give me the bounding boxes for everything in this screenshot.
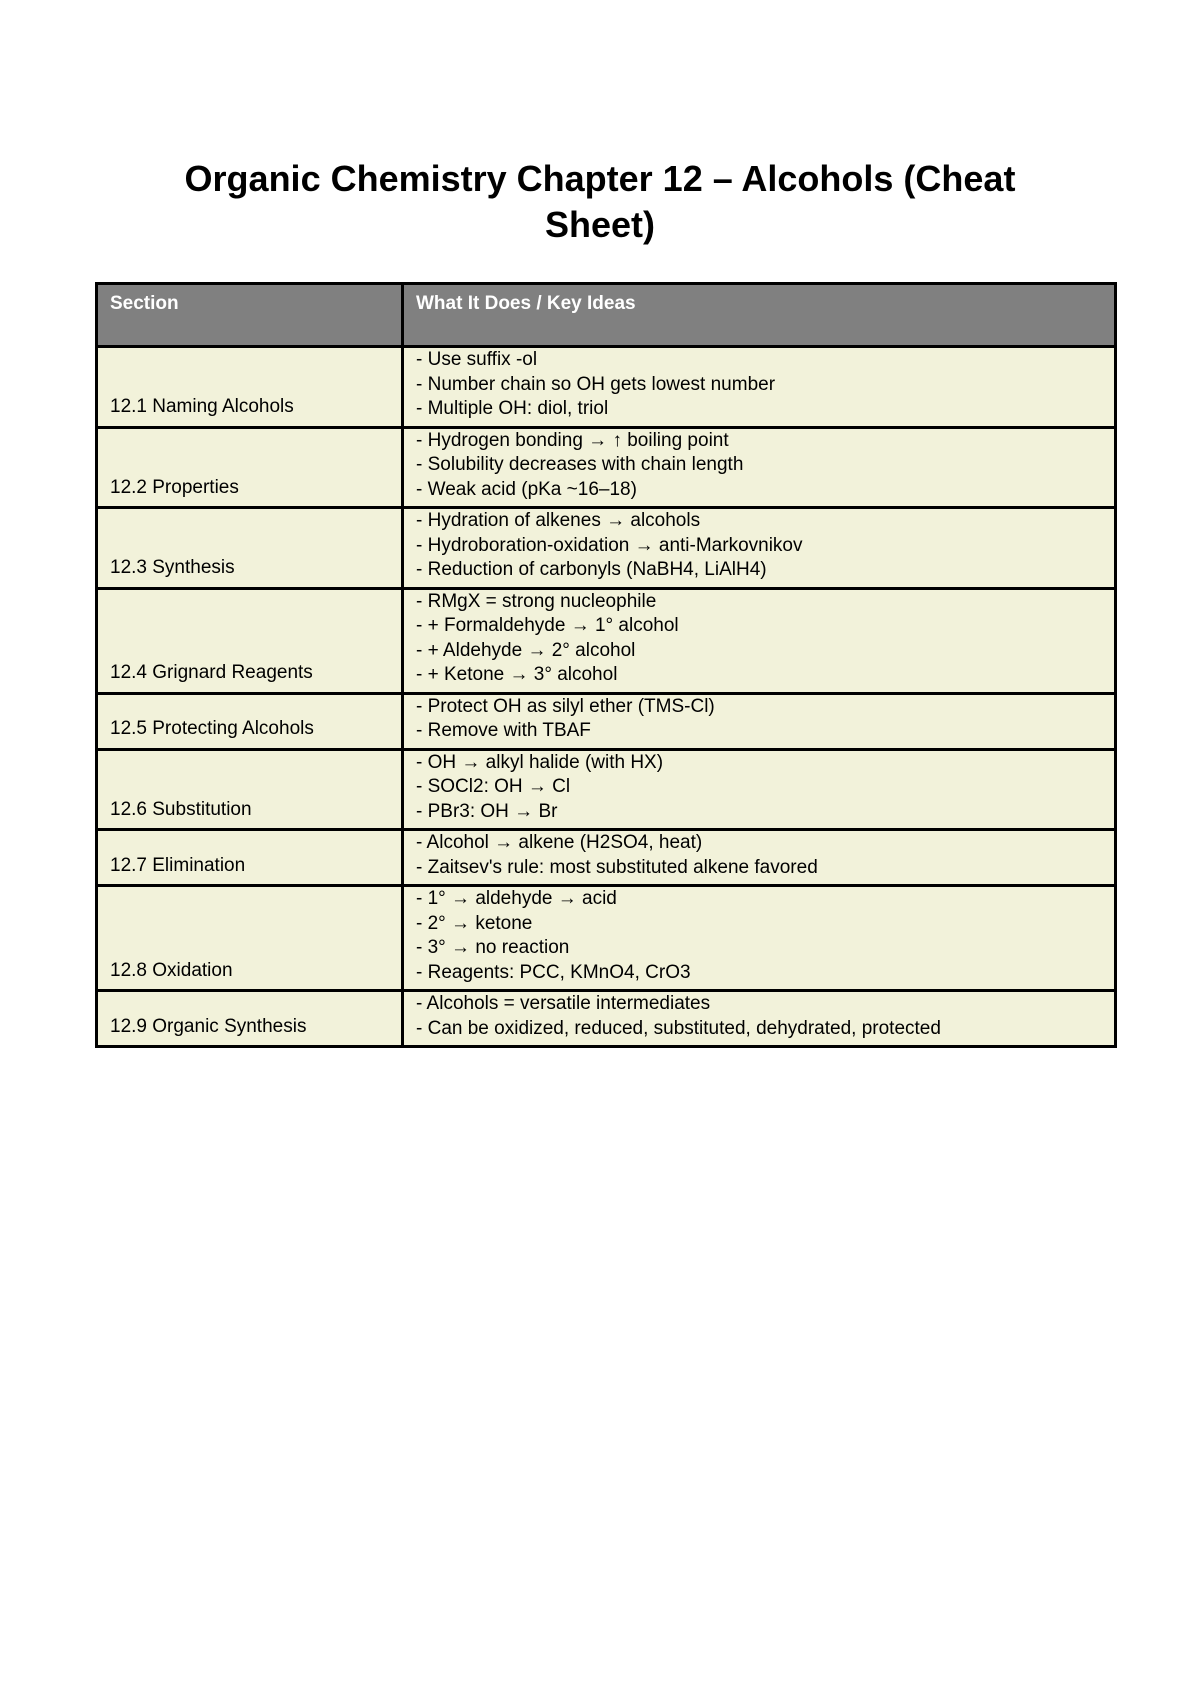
table-header-row (97, 284, 1116, 347)
section-cell (97, 693, 403, 749)
key-idea-line: - Hydrogen bonding → ↑ boiling point (416, 429, 729, 451)
key-idea-line: - Remove with TBAF (416, 720, 591, 741)
key-idea-line: - + Ketone → 3° alcohol (416, 664, 618, 685)
key-ideas-cell (403, 347, 1116, 428)
key-ideas-cell (403, 508, 1116, 589)
table-body (97, 347, 1116, 1047)
key-idea-line: - Alcohol → alkene (H2SO4, heat) (416, 832, 703, 853)
key-idea-line: - + Aldehyde → 2° alcohol (416, 639, 636, 661)
key-idea-line: - Hydroboration-oxidation → anti-Markovnikov (416, 534, 803, 556)
table-row (97, 347, 1116, 428)
key-idea-line: - Reagents: PCC, KMnO4, CrO3 (416, 961, 691, 983)
key-idea-line: - RMgX = strong nucleophile (416, 590, 657, 612)
section-cell (97, 588, 403, 693)
header-section: Section (97, 284, 403, 347)
section-cell (97, 427, 403, 508)
key-idea-line: - Reduction of carbonyls (NaBH4, LiAlH4) (416, 559, 767, 580)
key-idea-line: - Use suffix -ol (416, 349, 538, 370)
table-row (97, 693, 1116, 749)
section-cell (97, 991, 403, 1047)
table-row (97, 588, 1116, 693)
table-row (97, 749, 1116, 830)
section-label: 12.1 Naming Alcohols (110, 396, 294, 417)
cheat-sheet-table (95, 282, 1117, 1048)
section-label: 12.4 Grignard Reagents (110, 662, 313, 683)
key-ideas-cell (403, 427, 1116, 508)
section-label: 12.6 Substitution (110, 798, 252, 820)
key-idea-line: - + Formaldehyde → 1° alcohol (416, 615, 679, 636)
key-idea-line: - Alcohols = versatile intermediates (416, 993, 711, 1014)
key-idea-line: - Zaitsev's rule: most substituted alkene favored (416, 856, 818, 878)
section-cell (97, 749, 403, 830)
key-idea-line: - PBr3: OH → Br (416, 800, 558, 822)
section-label: 12.5 Protecting Alcohols (110, 718, 314, 739)
section-cell (97, 508, 403, 589)
key-idea-line: - Weak acid (pKa ~16–18) (416, 478, 637, 500)
key-idea-line: - Protect OH as silyl ether (TMS-Cl) (416, 695, 715, 717)
key-idea-line: - Multiple OH: diol, triol (416, 398, 609, 419)
key-idea-line: - Number chain so OH gets lowest number (416, 373, 776, 395)
key-ideas-cell (403, 588, 1116, 693)
key-ideas-cell (403, 830, 1116, 886)
key-ideas-cell (403, 749, 1116, 830)
key-idea-line: - OH → alkyl halide (with HX) (416, 751, 664, 773)
table-row (97, 830, 1116, 886)
section-cell (97, 886, 403, 991)
table-row (97, 991, 1116, 1047)
key-ideas-cell (403, 693, 1116, 749)
key-idea-line: - 1° → aldehyde → acid (416, 888, 617, 909)
section-label: 12.8 Oxidation (110, 959, 233, 981)
key-ideas-cell (403, 886, 1116, 991)
key-idea-line: - 3° → no reaction (416, 937, 570, 958)
key-idea-line: - Hydration of alkenes → alcohols (416, 510, 701, 531)
table-row (97, 427, 1116, 508)
section-cell (97, 830, 403, 886)
header-key-ideas: What It Does / Key Ideas (403, 284, 1116, 347)
section-cell (97, 347, 403, 428)
page-title: Organic Chemistry Chapter 12 – Alcohols (Cheat Sheet) (184, 158, 1016, 245)
section-label: 12.9 Organic Synthesis (110, 1015, 307, 1037)
key-idea-line: - Solubility decreases with chain length (416, 454, 744, 475)
key-idea-line: - Can be oxidized, reduced, substituted, dehydrated, protected (416, 1017, 941, 1039)
section-label: 12.2 Properties (110, 476, 239, 498)
section-label: 12.7 Elimination (110, 854, 246, 876)
key-idea-line: - SOCl2: OH → Cl (416, 776, 571, 797)
key-ideas-cell (403, 991, 1116, 1047)
key-idea-line: - 2° → ketone (416, 912, 533, 934)
table-row (97, 508, 1116, 589)
table-row (97, 886, 1116, 991)
section-label: 12.3 Synthesis (110, 557, 235, 578)
